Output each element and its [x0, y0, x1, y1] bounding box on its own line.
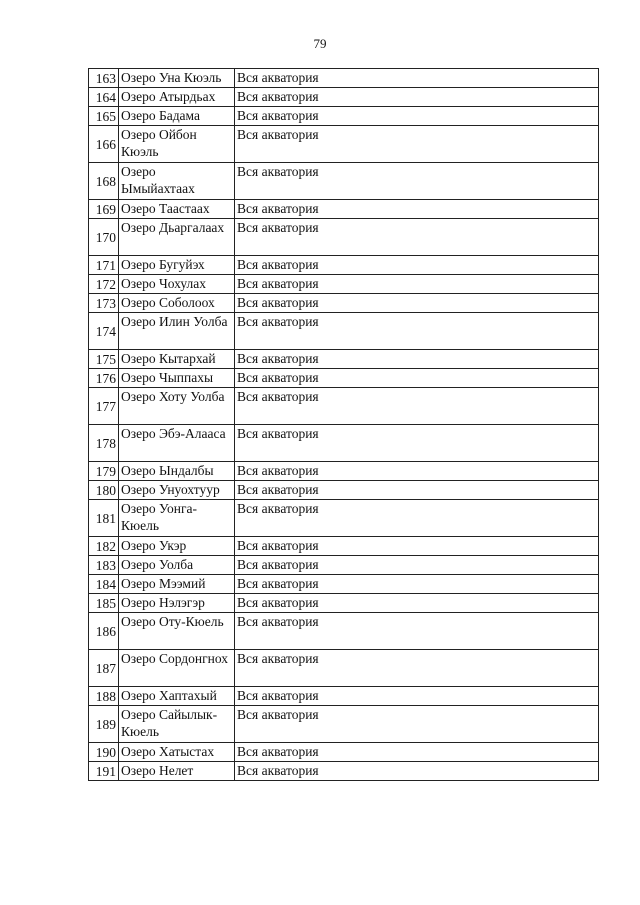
lake-area: Вся акватория — [235, 88, 599, 107]
lake-area: Вся акватория — [235, 69, 599, 88]
table-row — [89, 650, 599, 687]
lake-name: Озеро Эбэ-Алааса — [119, 425, 235, 462]
lake-name: Озеро Хатыстах — [119, 743, 235, 762]
row-number: 191 — [89, 762, 119, 781]
lake-area: Вся акватория — [235, 200, 599, 219]
row-number: 188 — [89, 687, 119, 706]
table-row — [89, 313, 599, 350]
lake-area: Вся акватория — [235, 481, 599, 500]
lake-name: Озеро Мээмий — [119, 575, 235, 594]
table-row — [89, 294, 599, 313]
lake-area: Вся акватория — [235, 107, 599, 126]
lake-name: Озеро Дьаргалаах — [119, 219, 235, 256]
lake-area: Вся акватория — [235, 369, 599, 388]
row-number: 178 — [89, 425, 119, 462]
lake-area: Вся акватория — [235, 556, 599, 575]
row-number: 177 — [89, 388, 119, 425]
lake-name: Озеро Хаптахый — [119, 687, 235, 706]
row-number: 180 — [89, 481, 119, 500]
table-row — [89, 275, 599, 294]
lake-name: Озеро Соболоох — [119, 294, 235, 313]
table-row — [89, 706, 599, 743]
lake-name: Озеро Уонга-Кюель — [119, 500, 235, 537]
lake-name: Озеро Хоту Уолба — [119, 388, 235, 425]
lake-name: Озеро Атырдьах — [119, 88, 235, 107]
lake-area: Вся акватория — [235, 743, 599, 762]
table-row — [89, 69, 599, 88]
row-number: 169 — [89, 200, 119, 219]
row-number: 163 — [89, 69, 119, 88]
row-number: 173 — [89, 294, 119, 313]
lake-name: Озеро Уолба — [119, 556, 235, 575]
lakes-table — [88, 68, 599, 781]
table-row — [89, 163, 599, 200]
lake-name: Озеро Уна Кюэль — [119, 69, 235, 88]
row-number: 176 — [89, 369, 119, 388]
table-row — [89, 537, 599, 556]
row-number: 174 — [89, 313, 119, 350]
row-number: 168 — [89, 163, 119, 200]
table-row — [89, 481, 599, 500]
lake-name: Озеро Нэлэгэр — [119, 594, 235, 613]
row-number: 183 — [89, 556, 119, 575]
row-number: 182 — [89, 537, 119, 556]
row-number: 164 — [89, 88, 119, 107]
lake-area: Вся акватория — [235, 687, 599, 706]
row-number: 190 — [89, 743, 119, 762]
lake-area: Вся акватория — [235, 762, 599, 781]
lake-name: Озеро Чыппахы — [119, 369, 235, 388]
lake-area: Вся акватория — [235, 425, 599, 462]
table-row — [89, 88, 599, 107]
lake-area: Вся акватория — [235, 126, 599, 163]
row-number: 171 — [89, 256, 119, 275]
lake-area: Вся акватория — [235, 500, 599, 537]
lake-name: Озеро Бугуйэх — [119, 256, 235, 275]
table-row — [89, 743, 599, 762]
lake-name: Озеро Унуохтуур — [119, 481, 235, 500]
row-number: 175 — [89, 350, 119, 369]
page-number: 79 — [313, 36, 327, 51]
row-number: 170 — [89, 219, 119, 256]
lake-area: Вся акватория — [235, 163, 599, 200]
lake-area: Вся акватория — [235, 613, 599, 650]
row-number: 166 — [89, 126, 119, 163]
lake-area: Вся акватория — [235, 575, 599, 594]
table-row — [89, 575, 599, 594]
lake-name: Озеро Сордонгнох — [119, 650, 235, 687]
lake-name: Озеро Ындалбы — [119, 462, 235, 481]
lake-name: Озеро Таастаах — [119, 200, 235, 219]
lake-name: Озеро Кытархай — [119, 350, 235, 369]
lake-name: Озеро Чохулах — [119, 275, 235, 294]
lake-name: Озеро Сайылык-Кюель — [119, 706, 235, 743]
lake-area: Вся акватория — [235, 350, 599, 369]
row-number: 184 — [89, 575, 119, 594]
lake-area: Вся акватория — [235, 594, 599, 613]
lake-area: Вся акватория — [235, 294, 599, 313]
lake-name: Озеро Ойбон Кюэль — [119, 126, 235, 163]
table-row — [89, 369, 599, 388]
lake-area: Вся акватория — [235, 313, 599, 350]
row-number: 181 — [89, 500, 119, 537]
row-number: 189 — [89, 706, 119, 743]
table-row — [89, 462, 599, 481]
table-row — [89, 613, 599, 650]
lake-area: Вся акватория — [235, 650, 599, 687]
table-row — [89, 350, 599, 369]
row-number: 172 — [89, 275, 119, 294]
lake-name: Озеро Бадама — [119, 107, 235, 126]
lake-name: Озеро Ымыйахтаах — [119, 163, 235, 200]
row-number: 187 — [89, 650, 119, 687]
lake-area: Вся акватория — [235, 537, 599, 556]
table-row — [89, 126, 599, 163]
table-row — [89, 762, 599, 781]
lake-area: Вся акватория — [235, 388, 599, 425]
lake-area: Вся акватория — [235, 462, 599, 481]
table-row — [89, 500, 599, 537]
lake-name: Озеро Илин Уолба — [119, 313, 235, 350]
table-row — [89, 219, 599, 256]
lake-area: Вся акватория — [235, 706, 599, 743]
lake-area: Вся акватория — [235, 256, 599, 275]
table-row — [89, 556, 599, 575]
table-row — [89, 107, 599, 126]
table-row — [89, 594, 599, 613]
lake-name: Озеро Нелет — [119, 762, 235, 781]
lake-area: Вся акватория — [235, 219, 599, 256]
table-row — [89, 425, 599, 462]
lake-name: Озеро Оту-Кюель — [119, 613, 235, 650]
table-row — [89, 256, 599, 275]
row-number: 185 — [89, 594, 119, 613]
row-number: 179 — [89, 462, 119, 481]
table-row — [89, 687, 599, 706]
lake-name: Озеро Укэр — [119, 537, 235, 556]
row-number: 186 — [89, 613, 119, 650]
table-row — [89, 388, 599, 425]
row-number: 165 — [89, 107, 119, 126]
lake-area: Вся акватория — [235, 275, 599, 294]
table-row — [89, 200, 599, 219]
